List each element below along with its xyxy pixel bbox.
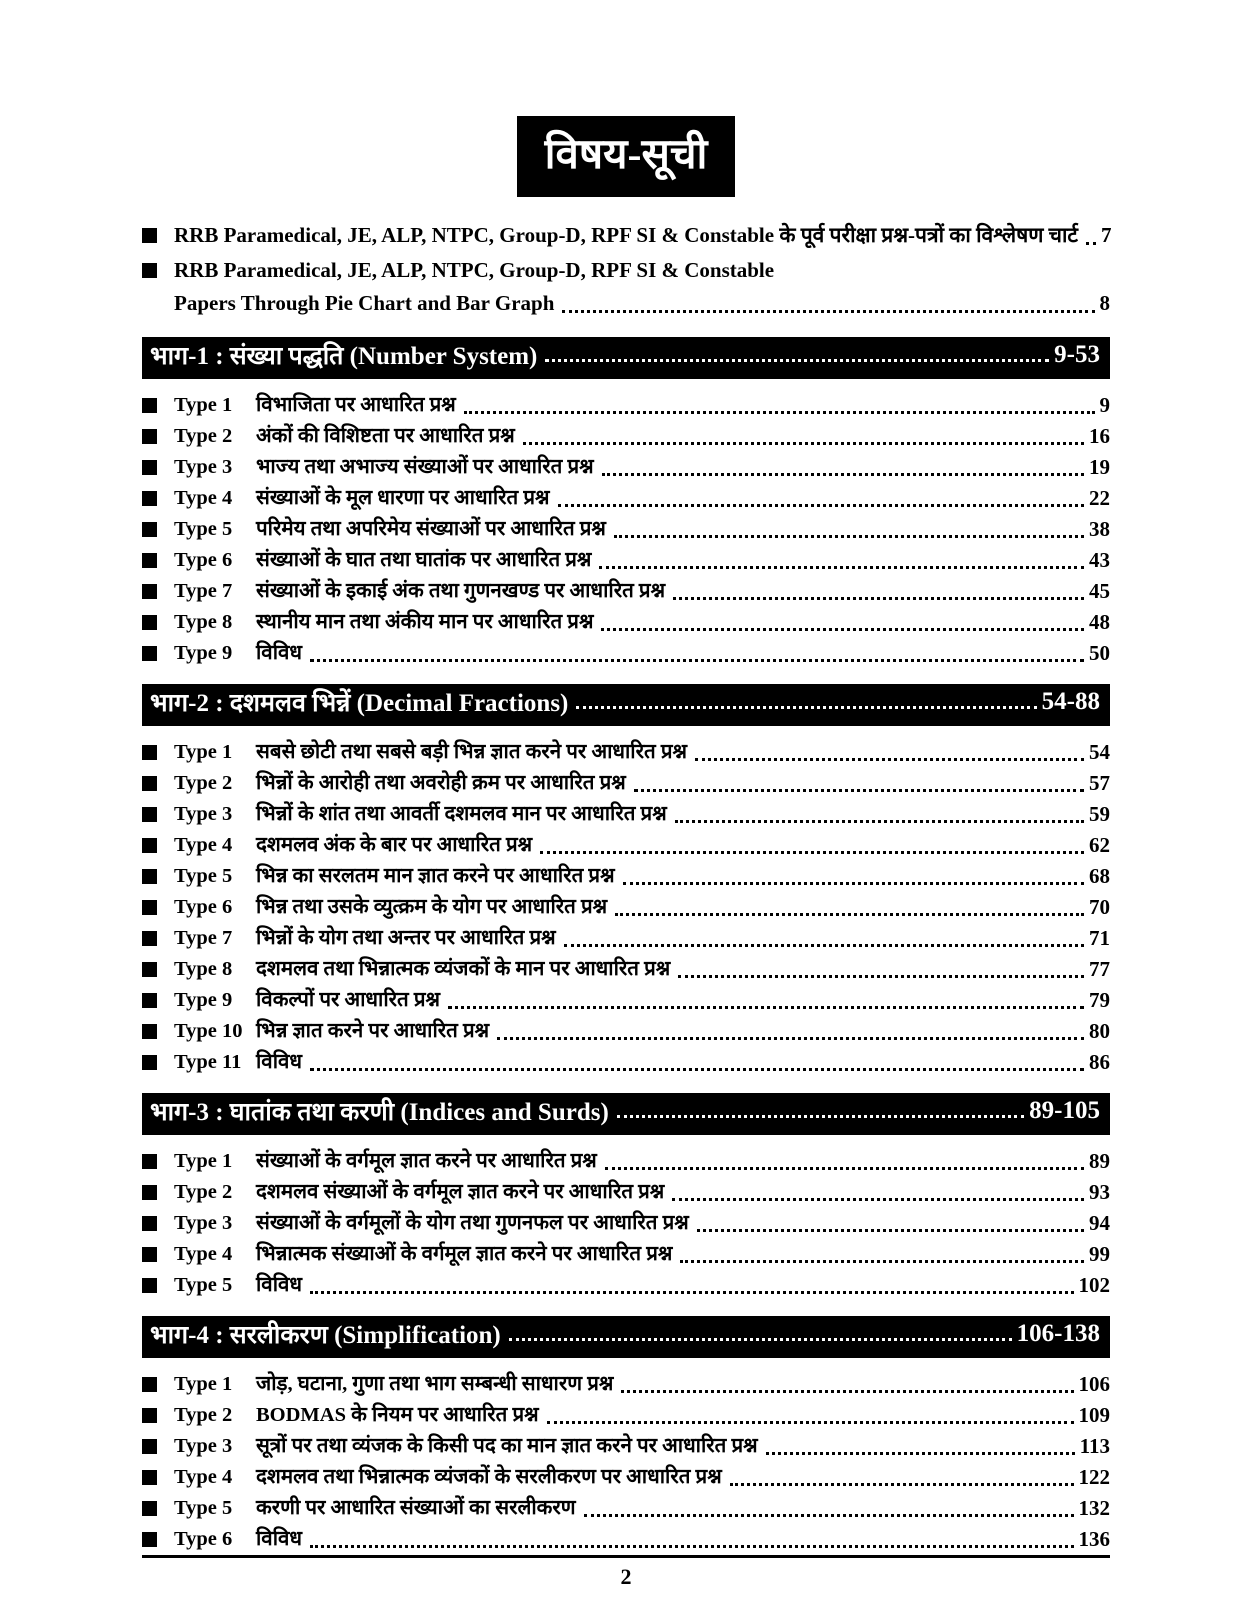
bullet-square-icon [142,615,157,630]
bullet-square-icon [142,931,157,946]
toc-item [142,421,1110,452]
toc-sections [142,322,1110,1555]
type-label: Type 6 [174,549,233,571]
type-label: Type 1 [174,741,233,763]
type-label: Type 7 [174,927,233,949]
section-page-range: 9-53 [1054,341,1100,368]
bullet-square-icon [142,1532,157,1547]
section-title: भाग-4 : सरलीकरण (Simplification) [150,1322,501,1349]
item-title: भिन्नों के आरोही तथा अवरोही क्रम पर आधारित प्रश्न [256,772,626,794]
toc-item [142,1524,1110,1555]
type-label: Type 3 [174,1435,233,1457]
toc-item [142,923,1110,954]
item-title: दशमलव तथा भिन्नात्मक व्यंजकों के सरलीकरण पर आधारित प्रश्न [256,1466,722,1488]
section-header [142,1093,1110,1135]
type-label: Type 4 [174,487,233,509]
item-title: दशमलव तथा भिन्नात्मक व्यंजकों के मान पर आधारित प्रश्न [256,958,671,980]
toc-item [142,576,1110,607]
page-number: 99 [1089,1242,1110,1266]
toc-item [142,514,1110,545]
page-number: 106 [1078,1372,1110,1396]
toc-item [142,768,1110,799]
toc-item [142,1493,1110,1524]
bullet-square-icon [142,900,157,915]
item-title: विविध [256,642,303,664]
type-label: Type 10 [174,1020,243,1042]
bullet-square-icon [142,993,157,1008]
footer-divider [142,1555,1110,1558]
toc-item [142,799,1110,830]
section-title: भाग-1 : संख्या पद्धति (Number System) [150,343,538,370]
type-label: Type 4 [174,1466,233,1488]
dotted-leader [615,913,1084,916]
toc-item [142,545,1110,576]
page-title-text: विषय-सूची [544,132,708,178]
toc-item [142,638,1110,669]
intro-item-body [174,254,1110,320]
page-number: 132 [1078,1496,1110,1520]
section-items [142,737,1110,1078]
page-number: 70 [1089,895,1110,919]
item-title: सबसे छोटी तथा सबसे बड़ी भिन्न ज्ञात करने पर आधारित प्रश्न [256,741,687,763]
page-number: 94 [1089,1211,1110,1235]
item-title: भिन्नात्मक संख्याओं के वर्गमूल ज्ञात करने पर आधारित प्रश्न [256,1243,673,1265]
toc-item [142,1462,1110,1493]
section-title: भाग-2 : दशमलव भिन्नें (Decimal Fractions) [150,690,569,717]
item-title: सूत्रों पर तथा व्यंजक के किसी पद का मान ज्ञात करने पर आधारित प्रश्न [256,1435,758,1457]
page-number: 93 [1089,1180,1110,1204]
item-title: विकल्पों पर आधारित प्रश्न [256,989,441,1011]
dotted-leader [672,1198,1084,1201]
bullet-square-icon [142,646,157,661]
page-number: 22 [1089,486,1110,510]
bullet-square-icon [142,745,157,760]
dotted-leader [695,758,1084,761]
toc-item [142,607,1110,638]
dotted-leader [617,1115,1024,1118]
intro-item-text: RRB Paramedical, JE, ALP, NTPC, Group-D, RPF SI & Constable के पूर्व परीक्षा प्रश्न-पत्रों का विश्लेषण चार्ट [174,223,1079,247]
section-items [142,1369,1110,1555]
dotted-leader [310,1545,1073,1548]
dotted-leader [564,944,1084,947]
item-title: भाज्य तथा अभाज्य संख्याओं पर आधारित प्रश्न [256,456,594,478]
intro-item-body [174,219,1112,252]
type-label: Type 1 [174,394,233,416]
page-number: 62 [1089,833,1110,857]
dotted-leader [605,1167,1084,1170]
dotted-leader [634,789,1084,792]
dotted-leader [310,1291,1073,1294]
footer-page-number: 2 [620,1564,632,1589]
page-number: 80 [1089,1019,1110,1043]
page-number: 9 [1099,393,1110,417]
bullet-square-icon [142,1247,157,1262]
type-label: Type 6 [174,1528,233,1550]
item-title: दशमलव अंक के बार पर आधारित प्रश्न [256,834,533,856]
dotted-leader [678,975,1084,978]
dotted-leader [547,1421,1074,1424]
type-label: Type 1 [174,1373,233,1395]
page-number: 71 [1089,926,1110,950]
toc-item [142,892,1110,923]
section-page-range: 89-105 [1029,1097,1100,1124]
dotted-leader [545,359,1049,362]
type-label: Type 4 [174,834,233,856]
dotted-leader [599,566,1084,569]
item-title: विभाजिता पर आधारित प्रश्न [256,394,456,416]
item-title: भिन्न तथा उसके व्युत्क्रम के योग पर आधारित प्रश्न [256,896,608,918]
toc-item [142,954,1110,985]
bullet-square-icon [142,1377,157,1392]
type-label: Type 8 [174,611,233,633]
dotted-leader [766,1452,1075,1455]
item-title: अंकों की विशिष्टता पर आधारित प्रश्न [256,425,515,447]
bullet-square-icon [142,807,157,822]
page-number: 59 [1089,802,1110,826]
type-label: Type 2 [174,1181,233,1203]
section-header [142,1316,1110,1358]
toc-item [142,1369,1110,1400]
bullet-square-icon [142,263,157,278]
page-number: 57 [1089,771,1110,795]
type-label: Type 3 [174,803,233,825]
bullet-square-icon [142,1501,157,1516]
toc-item [142,390,1110,421]
dotted-leader [621,1390,1073,1393]
dotted-leader [1086,242,1096,245]
bullet-square-icon [142,228,157,243]
toc-item [142,1047,1110,1078]
bullet-square-icon [142,869,157,884]
bullet-square-icon [142,460,157,475]
toc-item [142,861,1110,892]
dotted-leader [614,535,1084,538]
intro-items [142,219,1110,322]
dotted-leader [464,411,1095,414]
item-title: संख्याओं के वर्गमूल ज्ञात करने पर आधारित प्रश्न [256,1150,597,1172]
page-footer [142,1555,1110,1590]
toc-item [142,452,1110,483]
toc-item [142,985,1110,1016]
bullet-square-icon [142,584,157,599]
type-label: Type 5 [174,1497,233,1519]
bullet-square-icon [142,838,157,853]
page-number: 102 [1078,1273,1110,1297]
item-title: संख्याओं के घात तथा घातांक पर आधारित प्रश्न [256,549,592,571]
page-number: 7 [1101,223,1112,247]
page-number: 122 [1078,1465,1110,1489]
dotted-leader [540,851,1084,854]
bullet-square-icon [142,1185,157,1200]
dotted-leader [584,1514,1074,1517]
page-title [517,116,736,197]
dotted-leader [562,310,1094,313]
item-title: संख्याओं के मूल धारणा पर आधारित प्रश्न [256,487,550,509]
type-label: Type 5 [174,518,233,540]
dotted-leader [730,1483,1074,1486]
page-number: 19 [1089,455,1110,479]
bullet-square-icon [142,1055,157,1070]
type-label: Type 8 [174,958,233,980]
item-title: स्थानीय मान तथा अंकीय मान पर आधारित प्रश्न [256,611,594,633]
dotted-leader [673,597,1084,600]
type-label: Type 1 [174,1150,233,1172]
type-label: Type 6 [174,896,233,918]
page-number: 54 [1089,740,1110,764]
type-label: Type 9 [174,642,233,664]
page-number: 50 [1089,641,1110,665]
bullet-square-icon [142,398,157,413]
type-label: Type 2 [174,1404,233,1426]
section-items [142,1146,1110,1301]
dotted-leader [497,1037,1084,1040]
item-title: BODMAS के नियम पर आधारित प्रश्न [256,1404,539,1426]
bullet-square-icon [142,429,157,444]
dotted-leader [523,442,1084,445]
bullet-square-icon [142,1470,157,1485]
bullet-square-icon [142,553,157,568]
item-title: परिमेय तथा अपरिमेय संख्याओं पर आधारित प्रश्न [256,518,606,540]
item-title: भिन्नों के योग तथा अन्तर पर आधारित प्रश्न [256,927,556,949]
item-title: भिन्न ज्ञात करने पर आधारित प्रश्न [256,1020,490,1042]
toc-item [142,1400,1110,1431]
toc-item [142,830,1110,861]
bullet-square-icon [142,776,157,791]
page-number: 109 [1078,1403,1110,1427]
type-label: Type 7 [174,580,233,602]
intro-item-text: RRB Paramedical, JE, ALP, NTPC, Group-D, RPF SI & Constable [174,258,775,282]
section-header [142,684,1110,726]
type-label: Type 3 [174,1212,233,1234]
intro-item [142,219,1110,252]
dotted-leader [675,820,1084,823]
type-label: Type 9 [174,989,233,1011]
dotted-leader [310,1068,1084,1071]
toc-item [142,1431,1110,1462]
toc-item [142,1016,1110,1047]
toc-item [142,1239,1110,1270]
dotted-leader [448,1006,1084,1009]
item-title: भिन्नों के शांत तथा आवर्ती दशमलव मान पर आधारित प्रश्न [256,803,667,825]
page-number: 45 [1089,579,1110,603]
bullet-square-icon [142,1024,157,1039]
dotted-leader [601,628,1084,631]
type-label: Type 11 [174,1051,242,1073]
section-page-range: 54-88 [1041,688,1100,715]
section-page-range: 106-138 [1016,1320,1100,1347]
bullet-square-icon [142,1216,157,1231]
page-number: 68 [1089,864,1110,888]
dotted-leader [509,1338,1012,1341]
intro-item [142,254,1110,320]
dotted-leader [697,1229,1084,1232]
intro-line [174,254,1110,287]
page-number: 8 [1099,291,1110,315]
page-number: 48 [1089,610,1110,634]
dotted-leader [602,473,1084,476]
type-label: Type 2 [174,425,233,447]
item-title: विविध [256,1274,303,1296]
bullet-square-icon [142,1278,157,1293]
item-title: दशमलव संख्याओं के वर्गमूल ज्ञात करने पर आधारित प्रश्न [256,1181,665,1203]
page-number: 86 [1089,1050,1110,1074]
section-header [142,337,1110,379]
item-title: विविध [256,1051,303,1073]
intro-item-text: Papers Through Pie Chart and Bar Graph [174,291,555,315]
page-number: 38 [1089,517,1110,541]
page-number: 79 [1089,988,1110,1012]
type-label: Type 3 [174,456,233,478]
toc-item [142,1208,1110,1239]
bullet-square-icon [142,522,157,537]
item-title: संख्याओं के वर्गमूलों के योग तथा गुणनफल पर आधारित प्रश्न [256,1212,689,1234]
page-number: 77 [1089,957,1110,981]
item-title: विविध [256,1528,303,1550]
type-label: Type 5 [174,865,233,887]
bullet-square-icon [142,1408,157,1423]
item-title: करणी पर आधारित संख्याओं का सरलीकरण [256,1497,576,1519]
page-number: 43 [1089,548,1110,572]
item-title: संख्याओं के इकाई अंक तथा गुणनखण्ड पर आधारित प्रश्न [256,580,666,602]
item-title: भिन्न का सरलतम मान ज्ञात करने पर आधारित प्रश्न [256,865,615,887]
intro-line [174,219,1112,252]
bullet-square-icon [142,1154,157,1169]
dotted-leader [623,882,1084,885]
page-number: 136 [1078,1527,1110,1551]
toc-item [142,1177,1110,1208]
section-title: भाग-3 : घातांक तथा करणी (Indices and Surds) [150,1099,609,1126]
section-items [142,390,1110,669]
type-label: Type 2 [174,772,233,794]
type-label: Type 5 [174,1274,233,1296]
page-number: 16 [1089,424,1110,448]
item-title: जोड़, घटाना, गुणा तथा भाग सम्बन्धी साधारण प्रश्न [256,1373,614,1395]
dotted-leader [558,504,1084,507]
dotted-leader [310,659,1084,662]
toc-item [142,737,1110,768]
toc-item [142,1146,1110,1177]
page-number: 89 [1089,1149,1110,1173]
bullet-square-icon [142,491,157,506]
toc-item [142,483,1110,514]
dotted-leader [576,706,1036,709]
bullet-square-icon [142,1439,157,1454]
dotted-leader [680,1260,1084,1263]
page-number: 113 [1079,1434,1110,1458]
intro-line [174,287,1110,320]
toc-item [142,1270,1110,1301]
bullet-square-icon [142,962,157,977]
type-label: Type 4 [174,1243,233,1265]
